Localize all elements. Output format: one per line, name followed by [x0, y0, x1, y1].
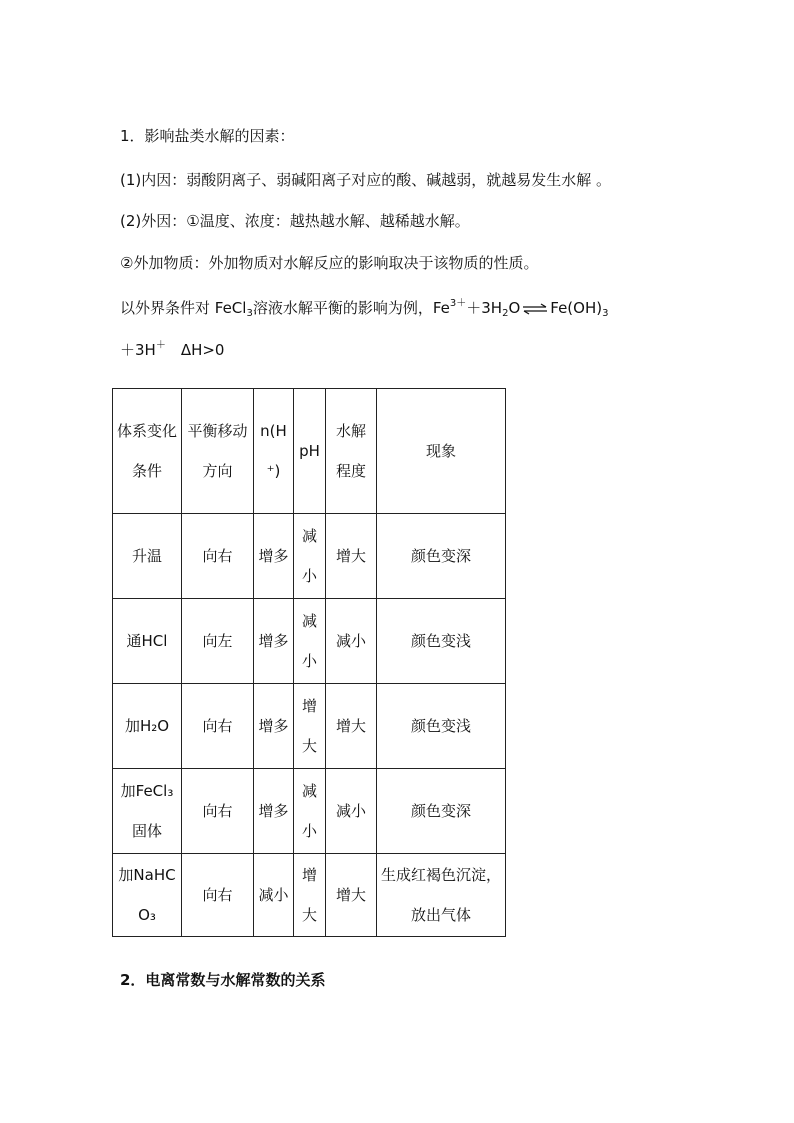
table-cell: 增多	[254, 684, 294, 769]
table-row	[113, 599, 506, 684]
table-cell: 增大	[326, 684, 377, 769]
table-cell: 颜色变深	[377, 514, 506, 599]
table-cell: 增大	[326, 854, 377, 937]
table-cell: 颜色变浅	[377, 599, 506, 684]
table-cell: 向右	[182, 684, 254, 769]
subscript: 2	[502, 308, 509, 319]
table-cell: 增大	[294, 854, 326, 937]
table-cell: 向右	[182, 854, 254, 937]
subscript: 3	[246, 308, 253, 319]
table-header-cell: 水解程度	[326, 389, 377, 514]
table-cell: 增大	[326, 514, 377, 599]
table-cell: 颜色变浅	[377, 684, 506, 769]
table-cell: 增多	[254, 514, 294, 599]
hydrolysis-factor-table	[112, 388, 506, 937]
table-cell: 通HCl	[113, 599, 182, 684]
equation-line-2	[120, 336, 224, 360]
table-row	[113, 514, 506, 599]
table-header-cell: n(H⁺)	[254, 389, 294, 514]
equation-text: ＋3H	[120, 341, 156, 359]
table-cell: 减小	[294, 769, 326, 854]
table-cell: 减小	[326, 599, 377, 684]
table-cell: 增多	[254, 769, 294, 854]
table-cell: 减小	[254, 854, 294, 937]
section-1-title: 1．影响盐类水解的因素：	[120, 127, 295, 145]
equation-intro: 以外界条件对 FeCl	[120, 299, 247, 317]
table-cell: 生成红褐色沉淀，放出气体	[377, 854, 506, 937]
external-factor-text: (2)外因：①温度、浓度：越热越水解、越稀越水解。	[120, 212, 470, 230]
table-header-cell: pH	[294, 389, 326, 514]
table-cell: 增大	[294, 684, 326, 769]
table-row	[113, 769, 506, 854]
table-cell: 向左	[182, 599, 254, 684]
enthalpy-text: ΔH>0	[165, 341, 225, 359]
table-cell: 加NaHCO₃	[113, 854, 182, 937]
equation-text: ＋3H	[466, 299, 503, 317]
table-row	[113, 854, 506, 937]
reversible-arrow-icon	[522, 303, 548, 315]
table-header-cell: 平衡移动方向	[182, 389, 254, 514]
internal-factor-text: (1)内因：弱酸阴离子、弱碱阳离子对应的酸、碱越弱，就越易发生水解 。	[120, 171, 612, 189]
table-cell: 增多	[254, 599, 294, 684]
section-2-title: 2．电离常数与水解常数的关系	[120, 971, 326, 989]
table-header-row	[113, 389, 506, 514]
table-cell: 向右	[182, 769, 254, 854]
equation-text: 溶液水解平衡的影响为例，Fe	[252, 299, 450, 317]
table-header-cell: 体系变化条件	[113, 389, 182, 514]
table-cell: 颜色变深	[377, 769, 506, 854]
table-cell: 加FeCl₃固体	[113, 769, 182, 854]
table-cell: 升温	[113, 514, 182, 599]
equation-text: Fe(OH)	[550, 299, 603, 317]
table-cell: 向右	[182, 514, 254, 599]
superscript: ＋	[155, 340, 166, 351]
table-row	[113, 684, 506, 769]
superscript: 3＋	[449, 298, 467, 309]
equation-line	[120, 294, 608, 324]
table-cell: 加H₂O	[113, 684, 182, 769]
added-substance-text: ②外加物质：外加物质对水解反应的影响取决于该物质的性质。	[120, 254, 539, 272]
table-cell: 减小	[294, 599, 326, 684]
equation-text: O	[508, 299, 521, 317]
table-cell: 减小	[294, 514, 326, 599]
subscript: 3	[602, 308, 609, 319]
table-header-cell: 现象	[377, 389, 506, 514]
table-cell: 减小	[326, 769, 377, 854]
